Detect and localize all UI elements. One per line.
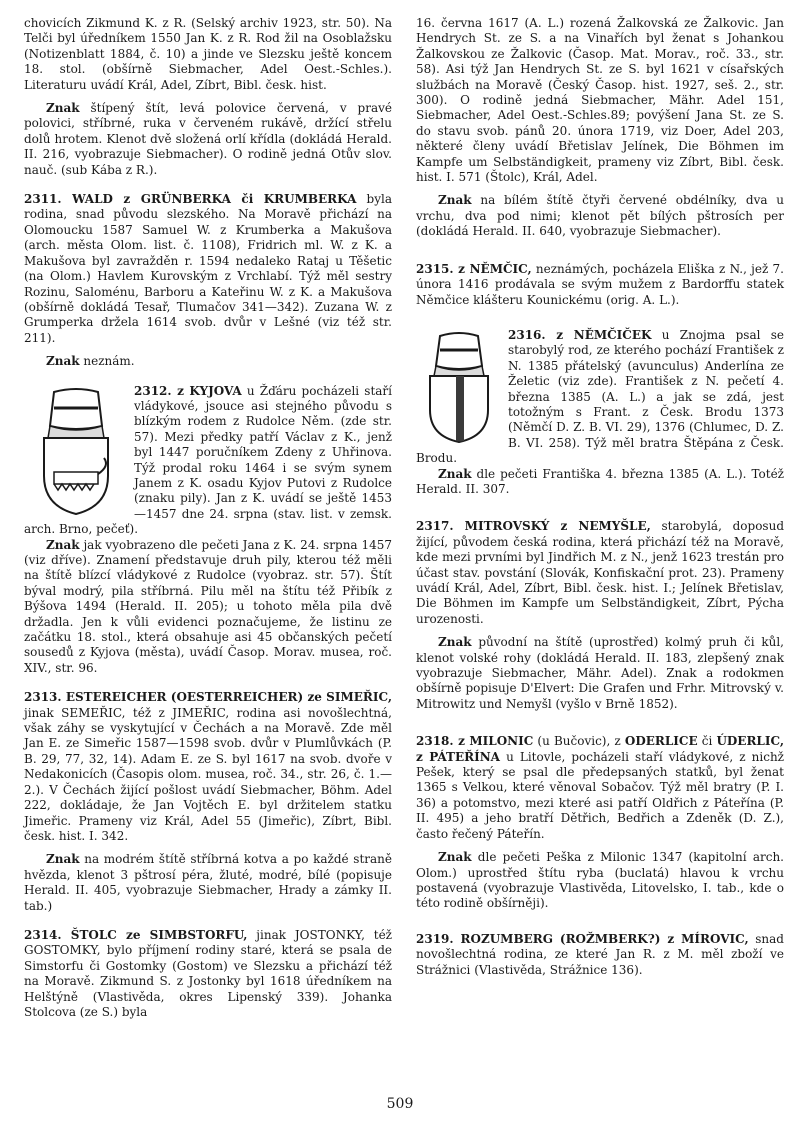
coat-of-arms-note: Znak původní na štítě (uprostřed) kolmý pruh či kůl, klenot volské rohy (dokládá Herald. II. 183, zlepšený znak vyobrazuje Siebmacher, Mähr. Adel). Znak a rodokmen obšírně popisuje D'Elvert: Die Grafen und Frhr. Mitrovský v. Mitrowitz und Nemyšl (vyšlo v Brně 1852). <box>416 635 784 711</box>
entry-2315: 2315. z NĚMČIC, neznámých, pocházela Eliška z N., jež 7. února 1416 prodávala se svým mužem z Bardorffu statek Němčice klášteru Kounickému (orig. A. L.). <box>416 261 784 307</box>
coat-of-arms-note: Znak jak vyobrazeno dle pečeti Jana z K. 24. srpna 1457 (viz dříve). Znamení představuje druh pily, kterou též měli na štítě blízcí vládykové z Rudolce (vyobraz. str. 57). Štít býval modrý, pila stříbrná. Pilu měl na štítu též Přibík z Býšova 1494 (Herald. II. 205); u tohoto měla pila dvě držadla. Jen k vůli evidenci poznačujeme, že listinu ze začátku 18. stol., která obsahuje asi 45 občanských pečetí sousedů z Kyjova (města), uvádí Časop. Morav. musea, roč. XIV., str. 96. <box>24 537 392 675</box>
coat-of-arms-note: Znak na bílém štítě čtyři červené obdélníky, dva u vrchu, dva pod nimi; klenot pět bílých pštrosích per (dokládá Herald. II. 640, vyobrazuje Siebmacher). <box>416 193 784 239</box>
entry-2312: 2312. z KYJOVA u Žďáru pocházeli staří vládykové, jsouce asi stejného původu s blízkým rodem z Rudolce Něm. (zde str. 57). Mezi předky patří Václav z K., jenž byl 1447 poručníkem Zdeny z Uhřinova. Týž prodal roku 1464 i se svým synem Janem z K. osadu Kyjov Putovi z Rudolce (znaku pily). Jan z K. uvádí se ještě 1453—1457 dne 24. srpna (stav. list. v zemsk. arch. Brno, pečeť). Znak jak vyobrazeno dle pečeti Jana z K. 24. srpna 1457 (viz dříve). Znamení představuje druh pily, kterou též měli na štítě blízcí vládykové z Rudolce (vyobraz. str. 57). Štít býval modrý, pila stříbrná. Pilu měl na štítu též Přibík z Býšova 1494 (Herald. II. 205); u tohoto měla pila dvě držadla. Jen k vůli evidenci poznačujeme, že listinu ze začátku 18. stol., která obsahuje asi 45 občanských pečetí sousedů z Kyjova (města), uvádí Časop. Morav. musea, roč. XIV., str. 96. <box>24 383 392 675</box>
entry-continuation: 16. června 1617 (A. L.) rozená Žalkovská ze Žalkovic. Jan Hendrych St. ze S. a na Vinařích byl ženat s Johankou Žalkovskou ze Žalkovic (Časop. Mat. Morav., roč. 33., str. 58). Asi týž Jan Hendrych St. ze S. byl 1621 v císařských službách na Moravě (Český Časop. hist. 1927, seš. 2., str. 300). O rodině jedná Siebmacher, Mähr. Adel 151, Siebmacher, Adel Oest.-Schles.89; povýšení Jana St. ze S. do stavu svob. pánů 20. února 1719, viz Doer, Adel 203, některé členy uvádí Břetislav Jelínek, Die Böhmen im Kampfe um Selbständigkeit, prameny viz Zíbrt, Bibl. česk. hist. I. 571 (Štolc), Král, Adel. <box>416 16 784 185</box>
entry-2313: 2313. ESTEREICHER (OESTERREICHER) ze SIMEŘIC, jinak SEMEŘIC, též z JIMEŘIC, rodina asi novošlechtná, však záhy se vyskytující v Čechách a na Moravě. Zde měl Jan E. ze Simeřic 1587—1598 svob. dvůr v Plumlůvkách (P. B. 29, 77, 32, 14). Adam E. ze S. byl 1617 na svob. dvoře v Nedakonicích (Časopis olom. musea, roč. 34., str. 26, č. 1.—2.). V Čechách žijící pošlost uvádí Siebmacher, Böhm. Adel 222, dokládaje, že Jan Vojtěch E. byl držitelem statku Jimeřic. Prameny viz Král, Adel 55 (Jimeřic), Zíbrt, Bibl. česk. hist. I. 342. <box>24 690 392 843</box>
page-number: 509 <box>386 1096 414 1112</box>
entry-2317: 2317. MITROVSKÝ z NEMYŠLE, starobylá, doposud žijící, původem česká rodina, která přichází též na Moravě, kde mezi prvními byl Jindřich M. z N., jenž 1623 trestán pro účast stav. povstání (Slovák, Konfiskační prot. 23). Prameny uvádí Král, Adel, Zíbrt, Bibl. česk. hist. I.; Jelínek Břetislav, Die Böhmen im Kampfe um Selbständigkeit, Zíbrt, Pýcha urozenosti. <box>416 519 784 626</box>
coat-of-arms-note: Znak neznám. <box>46 354 135 369</box>
left-column <box>24 16 392 1028</box>
coat-of-arms-note: Znak dle pečeti Františka 4. března 1385 (A. L.). Totéž Herald. II. 307. <box>416 466 784 496</box>
entry-continuation: chovicích Zikmund K. z R. (Selský archiv 1923, str. 50). Na Telči byl úředníkem 1550 Jan K. z R. Rod žil na Osoblažsku (Notizenblatt 1884, č. 10) a jinde ve Slezsku ještě koncem 18. stol. (obšírně Siebmacher, Adel Oest.-Schles.). Literaturu uvádí Král, Adel, Zíbrt, Bibl. česk. hist. <box>24 16 392 92</box>
coat-of-arms-note: Znak dle pečeti Peška z Milonic 1347 (kapitolní arch. Olom.) uprostřed štítu ryba (buclatá) hlavou k vrchu postavená (vyobrazuje Vlastivěda, Litovelsko, I. tab., kde o této rodině obšírněji). <box>416 850 784 911</box>
helmet-pale-shield-icon <box>416 330 502 446</box>
entry-2311: 2311. WALD z GRÜNBERKA či KRUMBERKA byla rodina, snad původu slezského. Na Moravě přichází na Olomoucku 1587 Samuel W. z Krumberka a Makušova (arch. města Olom. list. č. 1108), Fridrich ml. W. z K. a Makušova byl zavražděn r. 1594 nedaleko Rataj u Těšetic (na Olom.) Havlem Kurovským z Vrchlabí. Týž měl sestry Rozinu, Saloménu, Barboru a Kateřinu W. z K. a Makušova (obšírně dokládá Tesař, Tlumačov 341—342). Zuzana W. z Grumperka držela 1614 svob. dvůr v Lešné (viz též str. 211). <box>24 192 392 345</box>
entry-2314: 2314. ŠTOLC ze SIMBSTORFU, jinak JOSTONKY, též GOSTOMKY, bylo příjmení rodiny staré, která se psala de Simstorfu či Gostomky (Gostom) ve Slezsku a přichází též na Moravě. Zikmund S. z Jostonky byl 1618 úředníkem na Helštýně (Vlastivěda, okres Lipenský 339). Johanka Stolcova (ze S.) byla <box>24 927 392 1019</box>
coat-of-arms-note: Znak na modrém štítě stříbrná kotva a po každé straně hvězda, klenot 3 pštrosí péra, žluté, modré, bílé (popisuje Herald. II. 405, vyobrazuje Siebmacher, Hrady a zámky II. tab.) <box>24 852 392 913</box>
coat-of-arms-note: Znak štípený štít, levá polovice červená, v pravé polovici, stříbrné, ruka v červeném rukávě, držící střelu dolů hrotem. Klenot dvě složená orlí křídla (dokládá Herald. II. 216, vyobrazuje Siebmacher). O rodině jedná Otův slov. nauč. (sub Kába z R.). <box>24 101 392 177</box>
entry-2319: 2319. ROZUMBERG (ROŽMBERK?) z MÍROVIC, snad novošlechtná rodina, ze které Jan R. z M. měl zboží ve Strážnici (Vlastivěda, Strážnice 136). <box>416 931 784 977</box>
entry-2316: 2316. z NĚMČIČEK u Znojma psal se starobylý rod, ze kterého pochází František z N. 1385 přátelský (avunculus) Anderlína ze Želetic (viz zde). František z N. pečetí 4. března 1385 (A. L.) a jak se zdá, jest totožným s Frant. z Česk. Brodu 1373 (Němčí D. Z. B. VI. 29), 1376 (Chlumec, D. Z. B. VI. 258). Týž měl bratra Štěpána z Česk. Brodu. Znak dle pečeti Františka 4. března 1385 (A. L.). Totéž Herald. II. 307. <box>416 327 785 496</box>
entry-2318: 2318. z MILONIC (u Bučovic), z ODERLICE či ÚDERLIC, z PÁTEŘÍNA u Litovle, pocházeli staří vládykové, z nichž Pešek, který se psal dle předepsaných statků, byl ženat 1365 s Velkou, které věnoval Sobačov. Týž měl bratry (P. I. 36) a potomstvo, mezi které asi patří Oldřich z Páteřína (P. II. 495) a jeho bratří Dětřich, Bedřich a Zdeněk (D. Z.), často řečený Páteřín. <box>416 734 784 841</box>
right-column <box>416 16 784 986</box>
helmet-saw-shield-icon <box>24 386 128 518</box>
